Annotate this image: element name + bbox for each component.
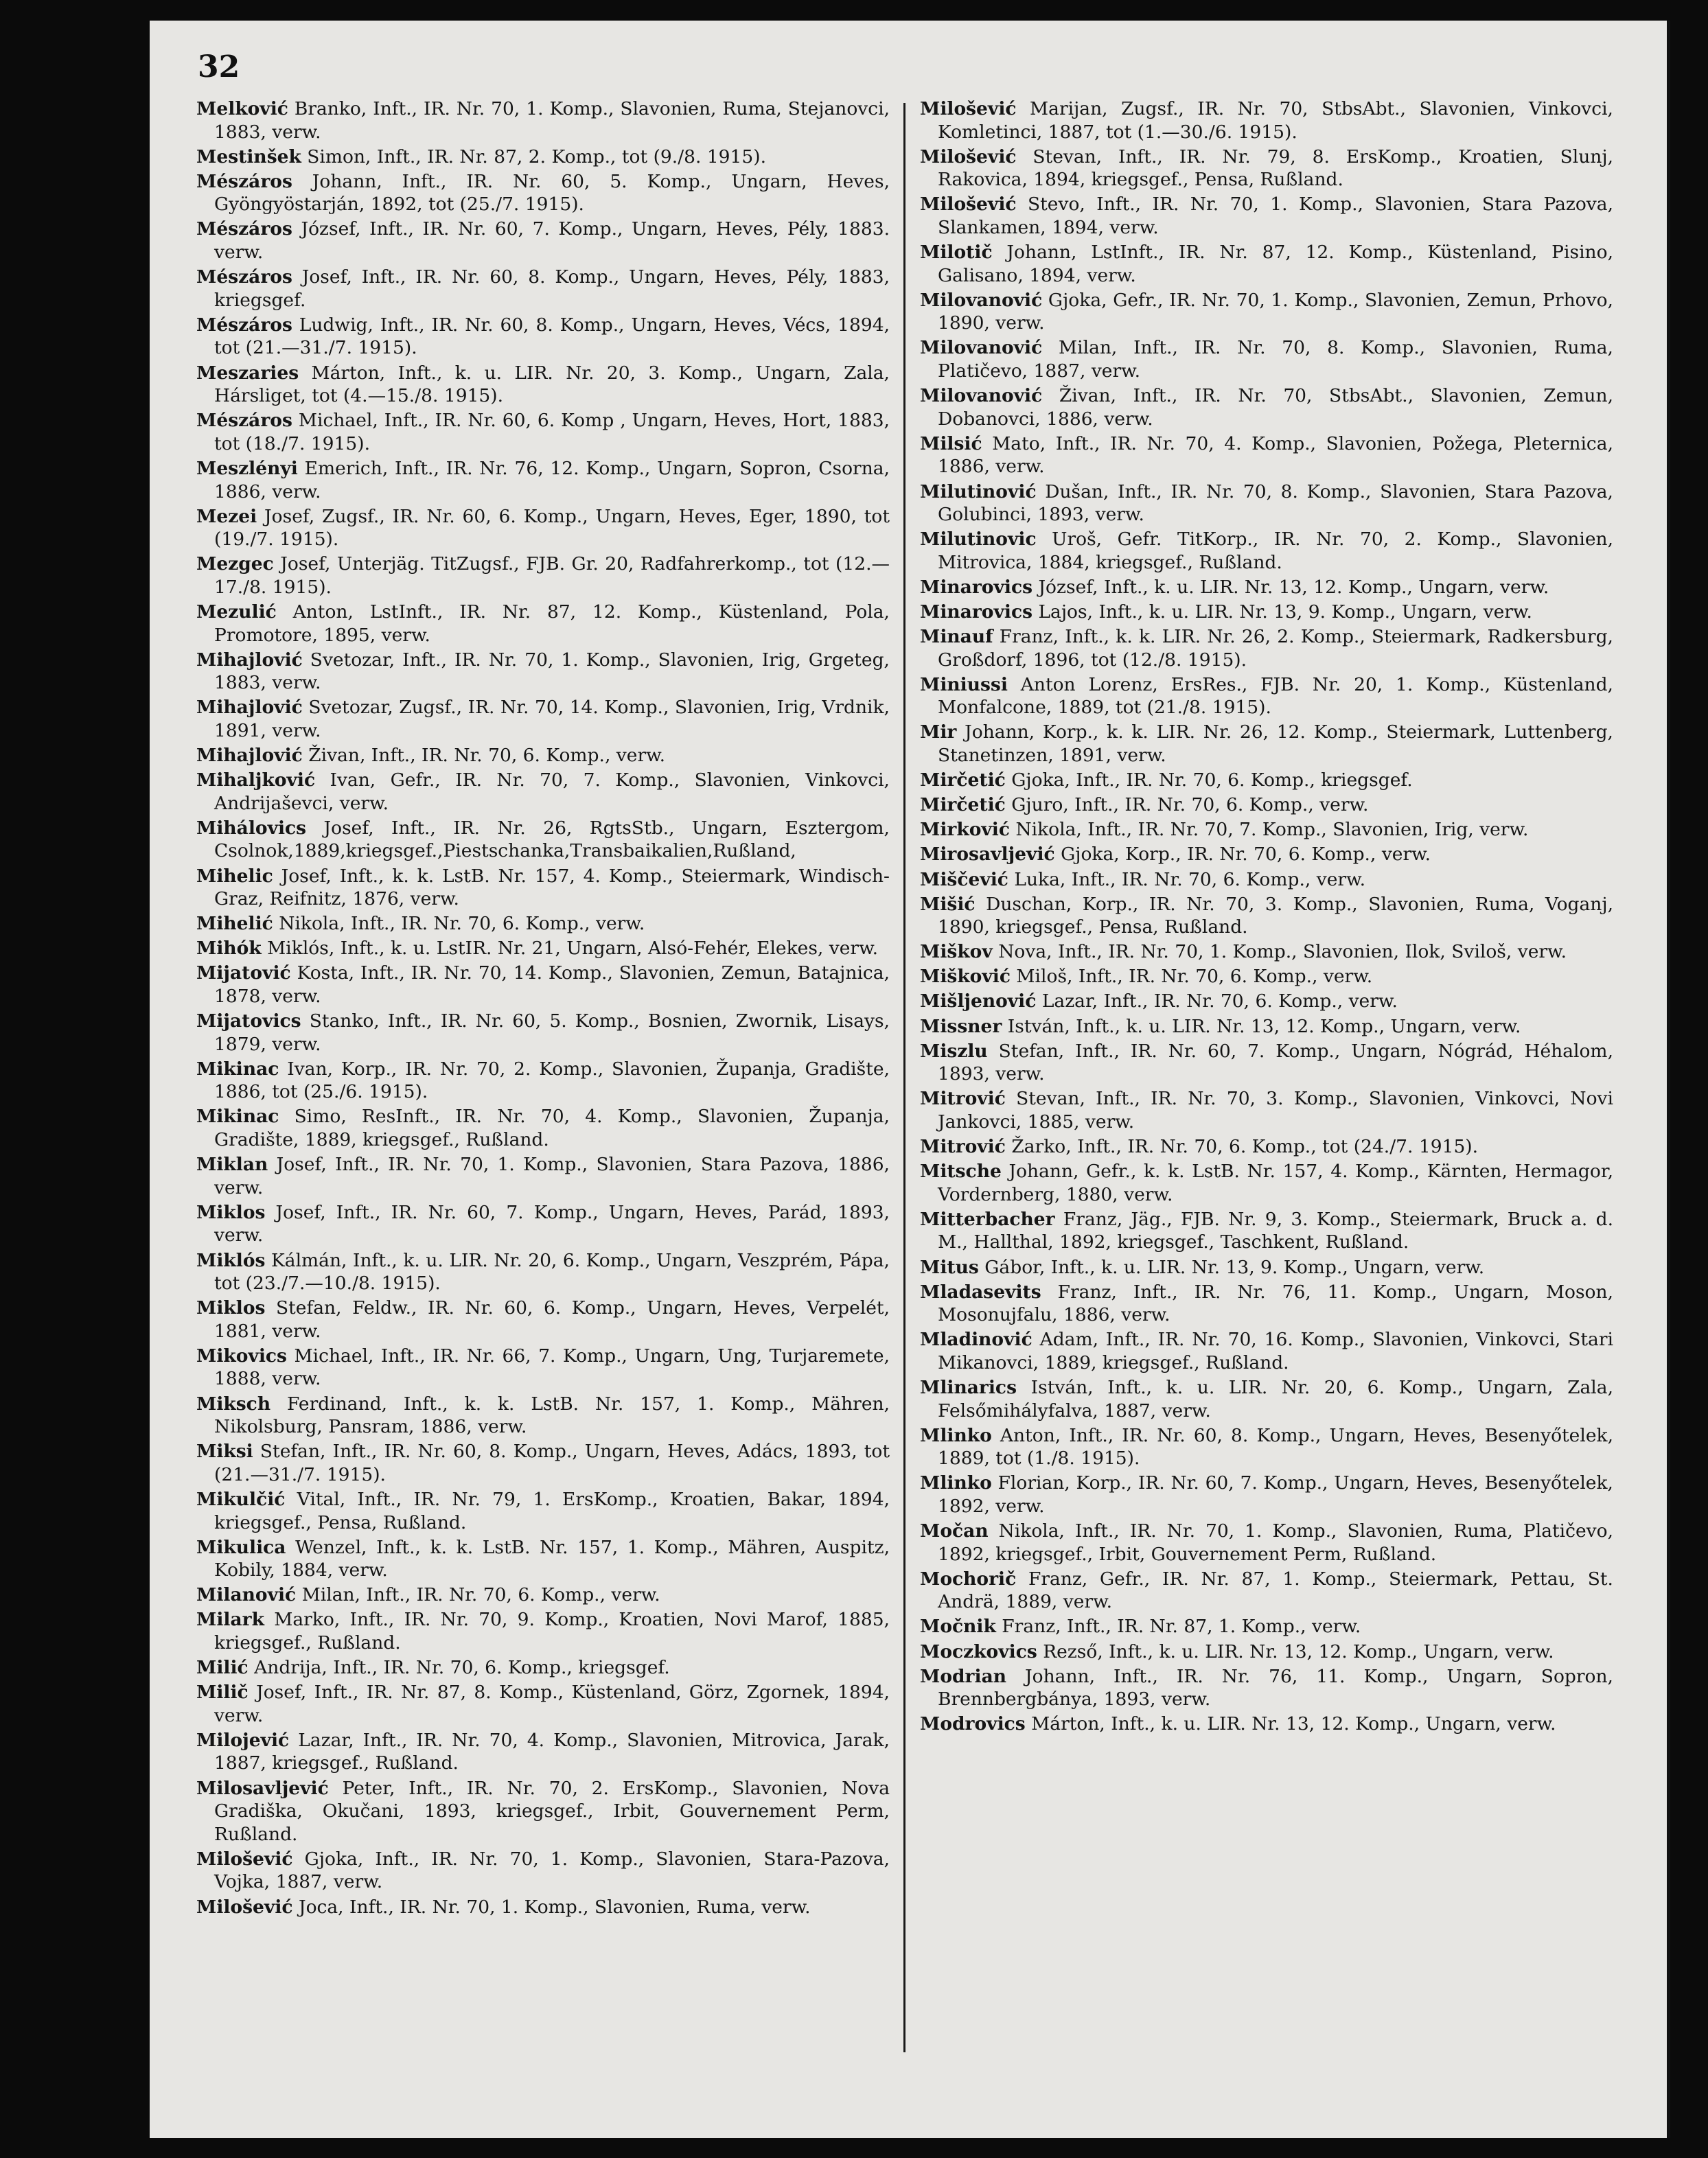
- entry-details: Franz, Inft., IR. Nr. 87, 1. Komp., verw.: [1002, 1616, 1361, 1638]
- entry-details: István, Inft., k. u. LIR. Nr. 13, 12. Komp., Ungarn, verw.: [1007, 1015, 1521, 1037]
- entry-surname: Mihálovics: [196, 817, 307, 839]
- list-item: [196, 505, 890, 551]
- list-item: [196, 937, 890, 960]
- entry-surname: Milič: [196, 1682, 249, 1704]
- list-item: [196, 457, 890, 503]
- list-item: [196, 817, 890, 863]
- list-item: [920, 241, 1613, 287]
- list-item: [196, 1848, 890, 1894]
- entry-details: Nikola, Inft., IR. Nr. 70, 6. Komp., verw.: [279, 913, 645, 935]
- list-item: [920, 990, 1613, 1013]
- entry-details: Johann, Gefr., k. k. LstB. Nr. 157, 4. Komp., Kärnten, Hermagor, Vordernberg, 1880, verw.: [938, 1161, 1613, 1205]
- entry-surname: Milošević: [196, 1848, 293, 1870]
- list-item: [196, 1058, 890, 1104]
- left-column: [196, 97, 890, 1921]
- entry-surname: Miklos: [196, 1201, 266, 1223]
- entry-surname: Mitus: [920, 1256, 979, 1278]
- list-item: [920, 1135, 1613, 1159]
- list-item: [196, 97, 890, 143]
- entry-surname: Mirković: [920, 819, 1010, 841]
- entry-surname: Miščević: [920, 868, 1008, 890]
- entry-details: Simon, Inft., IR. Nr. 87, 2. Komp., tot (9./8. 1915).: [307, 146, 767, 167]
- entry-surname: Milovanović: [920, 385, 1043, 407]
- list-item: [196, 170, 890, 216]
- list-item: [920, 893, 1613, 939]
- entry-surname: Milošević: [196, 1896, 293, 1918]
- list-item: [196, 1440, 890, 1486]
- entry-surname: Mészáros: [196, 314, 292, 336]
- entry-details: Ivan, Korp., IR. Nr. 70, 2. Komp., Slavonien, Županja, Gradište, 1886, tot (25./6. 1915).: [214, 1058, 890, 1103]
- entry-details: Josef, Zugsf., IR. Nr. 60, 6. Komp., Ungarn, Heves, Eger, 1890, tot (19./7. 1915).: [214, 505, 890, 550]
- list-item: [196, 1488, 890, 1534]
- entry-surname: Mezgec: [196, 553, 274, 575]
- entry-surname: Mitterbacher: [920, 1208, 1055, 1230]
- list-item: [196, 912, 890, 936]
- entry-details: Josef, Inft., IR. Nr. 60, 8. Komp., Ungarn, Heves, Pély, 1883, kriegsgef.: [214, 266, 890, 311]
- entry-surname: Milovanović: [920, 337, 1043, 359]
- entry-details: József, Inft., IR. Nr. 60, 7. Komp., Ungarn, Heves, Pély, 1883. verw.: [214, 218, 890, 264]
- entry-details: Stefan, Inft., IR. Nr. 60, 8. Komp., Ungarn, Heves, Adács, 1893, tot (21.—31./7. 1915).: [214, 1441, 890, 1485]
- entry-details: Gjoka, Inft., IR. Nr. 70, 1. Komp., Slavonien, Stara-Pazova, Vojka, 1887, verw.: [214, 1848, 890, 1893]
- entry-details: Josef, Inft., IR. Nr. 60, 7. Komp., Ungarn, Heves, Parád, 1893, verw.: [214, 1201, 890, 1246]
- entry-surname: Mihaljković: [196, 769, 316, 791]
- entry-surname: Milanović: [196, 1584, 297, 1606]
- list-item: [920, 1040, 1613, 1086]
- list-item: [196, 649, 890, 695]
- entry-surname: Mikulčić: [196, 1488, 286, 1510]
- entry-surname: Miksch: [196, 1393, 271, 1415]
- entry-details: Josef, Unterjäg. TitZugsf., FJB. Gr. 20, Radfahrerkomp., tot (12.—17./8. 1915).: [214, 553, 890, 598]
- entry-surname: Missner: [920, 1015, 1002, 1037]
- entry-surname: Miszlu: [920, 1040, 988, 1062]
- entry-details: Peter, Inft., IR. Nr. 70, 2. ErsKomp., Slavonien, Nova Gradiška, Okučani, 1893, kriegsgef., Irbit, Gouvernement Perm, Rußland.: [214, 1777, 890, 1845]
- entry-details: Marko, Inft., IR. Nr. 70, 9. Komp., Kroatien, Novi Marof, 1885, kriegsgef., Rußland.: [214, 1609, 890, 1654]
- entry-details: Stevan, Inft., IR. Nr. 79, 8. ErsKomp., Kroatien, Slunj, Rakovica, 1894, kriegsgef., Pensa, Rußland.: [938, 146, 1613, 191]
- list-item: [196, 1777, 890, 1846]
- entry-surname: Mezulić: [196, 601, 277, 623]
- entry-details: Gjoka, Gefr., IR. Nr. 70, 1. Komp., Slavonien, Zemun, Prhovo, 1890, verw.: [938, 289, 1613, 334]
- right-column: [920, 97, 1613, 1737]
- list-item: [920, 868, 1613, 892]
- list-item: [920, 1256, 1613, 1279]
- entry-surname: Mirčetić: [920, 769, 1006, 791]
- entry-surname: Milošević: [920, 146, 1017, 167]
- entry-details: Ludwig, Inft., IR. Nr. 60, 8. Komp., Ungarn, Heves, Vécs, 1894, tot (21.—31./7. 1915).: [214, 314, 890, 359]
- entry-surname: Mihajlović: [196, 649, 303, 671]
- list-item: [920, 193, 1613, 239]
- list-item: [196, 1249, 890, 1295]
- entry-details: Svetozar, Inft., IR. Nr. 70, 1. Komp., Slavonien, Irig, Grgeteg, 1883, verw.: [214, 649, 890, 694]
- list-item: [196, 1105, 890, 1151]
- entry-details: Lajos, Inft., k. u. LIR. Nr. 13, 9. Komp., Ungarn, verw.: [1038, 601, 1532, 623]
- list-item: [920, 601, 1613, 624]
- entry-surname: Mijatovics: [196, 1010, 301, 1032]
- entry-surname: Milić: [196, 1657, 249, 1679]
- list-item: [920, 673, 1613, 719]
- entry-details: Adam, Inft., IR. Nr. 70, 16. Komp., Slavonien, Vinkovci, Stari Mikanovci, 1889, kriegsgef., Rußland.: [938, 1329, 1613, 1373]
- list-item: [196, 1729, 890, 1775]
- entry-details: Mato, Inft., IR. Nr. 70, 4. Komp., Slavonien, Požega, Pleternica, 1886, verw.: [938, 432, 1613, 478]
- list-item: [920, 1568, 1613, 1614]
- entry-details: Josef, Inft., IR. Nr. 87, 8. Komp., Küstenland, Görz, Zgornek, 1894, verw.: [214, 1682, 890, 1726]
- list-item: [196, 553, 890, 599]
- entry-surname: Meszlényi: [196, 457, 298, 479]
- list-item: [196, 409, 890, 455]
- entry-details: Rezső, Inft., k. u. LIR. Nr. 13, 12. Komp., Ungarn, verw.: [1043, 1640, 1554, 1662]
- entry-details: Anton, LstInft., IR. Nr. 87, 12. Komp., Küstenland, Pola, Promotore, 1895, verw.: [214, 601, 890, 646]
- entry-surname: Milosavljević: [196, 1777, 329, 1799]
- list-item: [920, 793, 1613, 817]
- list-item: [920, 336, 1613, 382]
- entry-surname: Mezei: [196, 505, 257, 527]
- list-item: [920, 1424, 1613, 1470]
- entry-details: Josef, Inft., IR. Nr. 26, RgtsStb., Ungarn, Esztergom, Csolnok,1889,kriegsgef.,Piestschanka,Transbaikalien,Rußland,: [214, 817, 890, 862]
- entry-surname: Milojević: [196, 1729, 290, 1751]
- entry-surname: Mikinac: [196, 1106, 279, 1128]
- list-item: [920, 1281, 1613, 1327]
- list-item: [196, 962, 890, 1008]
- entry-details: Simo, ResInft., IR. Nr. 70, 4. Komp., Slavonien, Županja, Gradište, 1889, kriegsgef., Rußland.: [214, 1106, 890, 1151]
- page-edge-border: [1667, 21, 1670, 2138]
- entry-details: Andrija, Inft., IR. Nr. 70, 6. Komp., kriegsgef.: [254, 1657, 670, 1679]
- column-divider: [903, 103, 905, 2052]
- list-item: [196, 1583, 890, 1607]
- entry-surname: Miklos: [196, 1297, 266, 1319]
- entry-surname: Mészáros: [196, 410, 292, 432]
- page-number: 32: [198, 49, 240, 84]
- list-item: [920, 480, 1613, 526]
- entry-details: Emerich, Inft., IR. Nr. 76, 12. Komp., Ungarn, Sopron, Csorna, 1886, verw.: [214, 457, 890, 502]
- entry-surname: Mihajlović: [196, 697, 303, 719]
- entry-details: Ferdinand, Inft., k. k. LstB. Nr. 157, 1. Komp., Mähren, Nikolsburg, Pansram, 1886, verw.: [214, 1393, 890, 1438]
- list-item: [920, 146, 1613, 192]
- entry-surname: Mijatović: [196, 962, 291, 984]
- entry-details: Josef, Inft., IR. Nr. 70, 1. Komp., Slavonien, Stara Pazova, 1886, verw.: [214, 1154, 890, 1198]
- entry-surname: Milošević: [920, 98, 1017, 119]
- entry-details: Joca, Inft., IR. Nr. 70, 1. Komp., Slavonien, Ruma, verw.: [298, 1896, 811, 1918]
- entry-surname: Mladasevits: [920, 1281, 1041, 1303]
- entry-details: Johann, LstInft., IR. Nr. 87, 12. Komp., Küstenland, Pisino, Galisano, 1894, verw.: [938, 242, 1613, 286]
- entry-surname: Moczkovics: [920, 1640, 1037, 1662]
- entry-details: Stefan, Inft., IR. Nr. 60, 7. Komp., Ungarn, Nógrád, Héhalom, 1893, verw.: [938, 1040, 1613, 1085]
- entry-surname: Mitsche: [920, 1161, 1002, 1183]
- entry-details: Kálmán, Inft., k. u. LIR. Nr. 20, 6. Komp., Ungarn, Veszprém, Pápa, tot (23./7.—10./8. 1915).: [214, 1249, 890, 1295]
- entry-surname: Mestinšek: [196, 146, 301, 167]
- list-item: [196, 362, 890, 408]
- entry-surname: Mir: [920, 721, 957, 743]
- entry-details: Márton, Inft., k. u. LIR. Nr. 13, 12. Komp., Ungarn, verw.: [1031, 1713, 1556, 1735]
- entry-details: Marijan, Zugsf., IR. Nr. 70, StbsAbt., Slavonien, Vinkovci, Komletinci, 1887, tot (1.—30./6. 1915).: [938, 98, 1613, 143]
- entry-surname: Mihók: [196, 938, 262, 960]
- entry-surname: Mikinac: [196, 1058, 279, 1080]
- entry-details: Kosta, Inft., IR. Nr. 70, 14. Komp., Slavonien, Zemun, Batajnica, 1878, verw.: [214, 962, 890, 1007]
- entry-surname: Mišković: [920, 966, 1011, 988]
- entry-surname: Minarovics: [920, 576, 1032, 598]
- list-item: [196, 1201, 890, 1247]
- entry-surname: Milotič: [920, 242, 993, 264]
- list-item: [920, 1087, 1613, 1133]
- list-item: [196, 266, 890, 312]
- entry-surname: Mlinko: [920, 1424, 992, 1446]
- list-item: [920, 1376, 1613, 1422]
- entry-details: Nikola, Inft., IR. Nr. 70, 7. Komp., Slavonien, Irig, verw.: [1015, 819, 1529, 841]
- entry-surname: Mihelic: [196, 865, 273, 887]
- entry-surname: Miškov: [920, 941, 993, 963]
- entry-surname: Milark: [196, 1609, 264, 1631]
- list-item: [196, 865, 890, 911]
- entry-details: Svetozar, Zugsf., IR. Nr. 70, 14. Komp., Slavonien, Irig, Vrdnik, 1891, verw.: [214, 697, 890, 741]
- entry-details: Florian, Korp., IR. Nr. 60, 7. Komp., Ungarn, Heves, Besenyőtelek, 1892, verw.: [938, 1472, 1613, 1517]
- entry-details: Franz, Jäg., FJB. Nr. 9, 3. Komp., Steiermark, Bruck a. d. M., Hallthal, 1892, kriegsgef., Taschkent, Rußland.: [938, 1208, 1613, 1253]
- list-item: [196, 1896, 890, 1919]
- entry-details: Wenzel, Inft., k. k. LstB. Nr. 157, 1. Komp., Mähren, Auspitz, Kobily, 1884, verw.: [214, 1536, 890, 1581]
- list-item: [196, 601, 890, 647]
- entry-details: Gábor, Inft., k. u. LIR. Nr. 13, 9. Komp., Ungarn, verw.: [984, 1256, 1485, 1278]
- list-item: [920, 384, 1613, 430]
- entry-details: Franz, Gefr., IR. Nr. 87, 1. Komp., Steiermark, Pettau, St. Andrä, 1889, verw.: [938, 1568, 1613, 1613]
- document-page: [150, 21, 1670, 2138]
- entry-surname: Miniussi: [920, 673, 1008, 695]
- entry-details: Johann, Inft., IR. Nr. 60, 5. Komp., Ungarn, Heves, Gyöngyöstarján, 1892, tot (25./7. 1915).: [214, 170, 890, 216]
- entry-details: Anton, Inft., IR. Nr. 60, 8. Komp., Ungarn, Heves, Besenyőtelek, 1889, tot (1./8. 1915).: [938, 1424, 1613, 1470]
- entry-details: Franz, Inft., k. k. LIR. Nr. 26, 2. Komp., Steiermark, Radkersburg, Großdorf, 1896, tot (12./8. 1915).: [938, 626, 1613, 671]
- entry-surname: Mészáros: [196, 170, 292, 192]
- entry-surname: Mišić: [920, 893, 976, 915]
- entry-surname: Mikovics: [196, 1345, 287, 1367]
- entry-details: Stanko, Inft., IR. Nr. 60, 5. Komp., Bosnien, Zwornik, Lisays, 1879, verw.: [214, 1010, 890, 1055]
- entry-surname: Mochorič: [920, 1568, 1017, 1590]
- entry-surname: Minauf: [920, 626, 993, 648]
- list-item: [920, 940, 1613, 964]
- entry-surname: Mišljenović: [920, 990, 1037, 1012]
- entry-details: Franz, Inft., IR. Nr. 76, 11. Komp., Ungarn, Moson, Mosonujfalu, 1886, verw.: [938, 1281, 1613, 1326]
- entry-details: Luka, Inft., IR. Nr. 70, 6. Komp., verw.: [1014, 868, 1366, 890]
- list-item: [920, 1328, 1613, 1374]
- entry-surname: Modrian: [920, 1665, 1007, 1687]
- list-item: [920, 843, 1613, 866]
- entry-details: Živan, Inft., IR. Nr. 70, 6. Komp., verw.: [308, 745, 666, 767]
- list-item: [920, 528, 1613, 574]
- entry-surname: Mihelić: [196, 913, 273, 935]
- entry-details: Gjoka, Inft., IR. Nr. 70, 6. Komp., kriegsgef.: [1011, 769, 1413, 791]
- list-item: [196, 146, 890, 169]
- list-item: [196, 1297, 890, 1343]
- entry-details: István, Inft., k. u. LIR. Nr. 20, 6. Komp., Ungarn, Zala, Felsőmihályfalva, 1887, verw.: [938, 1376, 1613, 1422]
- entry-details: Lazar, Inft., IR. Nr. 70, 6. Komp., verw.: [1041, 990, 1398, 1012]
- entry-details: Nova, Inft., IR. Nr. 70, 1. Komp., Slavonien, Ilok, Sviloš, verw.: [998, 941, 1567, 963]
- list-item: [920, 1015, 1613, 1039]
- entry-details: Žarko, Inft., IR. Nr. 70, 6. Komp., tot (24./7. 1915).: [1011, 1136, 1479, 1158]
- entry-details: Gjoka, Korp., IR. Nr. 70, 6. Komp., verw.: [1061, 844, 1431, 866]
- entry-details: Stevan, Inft., IR. Nr. 70, 3. Komp., Slavonien, Vinkovci, Novi Jankovci, 1885, verw.: [938, 1088, 1613, 1133]
- list-item: [196, 1010, 890, 1056]
- list-item: [920, 97, 1613, 143]
- entry-details: Miklós, Inft., k. u. LstIR. Nr. 21, Ungarn, Alsó-Fehér, Elekes, verw.: [267, 938, 879, 960]
- list-item: [920, 1665, 1613, 1711]
- entry-surname: Mihajlović: [196, 745, 303, 767]
- entry-details: Stevo, Inft., IR. Nr. 70, 1. Komp., Slavonien, Stara Pazova, Slankamen, 1894, verw.: [938, 194, 1613, 238]
- entry-details: Michael, Inft., IR. Nr. 66, 7. Komp., Ungarn, Ung, Turjaremete, 1888, verw.: [214, 1345, 890, 1390]
- entry-details: Michael, Inft., IR. Nr. 60, 6. Komp , Ungarn, Heves, Hort, 1883, tot (18./7. 1915).: [214, 410, 890, 454]
- entry-details: Ivan, Gefr., IR. Nr. 70, 7. Komp., Slavonien, Vinkovci, Andrijaševci, verw.: [214, 769, 890, 814]
- entry-details: Johann, Inft., IR. Nr. 76, 11. Komp., Ungarn, Sopron, Brennbergbánya, 1893, verw.: [938, 1665, 1613, 1710]
- entry-surname: Miklan: [196, 1154, 268, 1176]
- entry-details: Johann, Korp., k. k. LIR. Nr. 26, 12. Komp., Steiermark, Luttenberg, Stanetinzen, 1891, verw.: [938, 721, 1613, 767]
- entry-details: Nikola, Inft., IR. Nr. 70, 1. Komp., Slavonien, Ruma, Platičevo, 1892, kriegsgef., Irbit, Gouvernement Perm, Rußland.: [938, 1520, 1613, 1565]
- entry-surname: Milsić: [920, 432, 982, 454]
- list-item: [196, 1536, 890, 1582]
- entry-surname: Mladinović: [920, 1329, 1032, 1351]
- entry-surname: Močnik: [920, 1616, 996, 1638]
- list-item: [920, 769, 1613, 792]
- entry-surname: Miklós: [196, 1249, 266, 1271]
- list-item: [920, 625, 1613, 671]
- list-item: [196, 769, 890, 815]
- list-item: [196, 1656, 890, 1680]
- list-item: [196, 314, 890, 360]
- entry-surname: Mirosavljević: [920, 844, 1055, 866]
- entry-surname: Mitrović: [920, 1136, 1006, 1158]
- list-item: [920, 1160, 1613, 1206]
- list-item: [196, 1681, 890, 1727]
- list-item: [196, 1153, 890, 1199]
- list-item: [920, 1713, 1613, 1736]
- entry-surname: Mlinko: [920, 1472, 992, 1494]
- entry-surname: Mirčetić: [920, 794, 1006, 816]
- entry-surname: Milovanović: [920, 289, 1043, 311]
- entry-details: Josef, Inft., k. k. LstB. Nr. 157, 4. Komp., Steiermark, Windisch-Graz, Reifnitz, 1876, verw.: [214, 865, 890, 910]
- entry-surname: Mészáros: [196, 218, 292, 240]
- list-item: [920, 721, 1613, 767]
- list-item: [920, 576, 1613, 599]
- entry-details: Miloš, Inft., IR. Nr. 70, 6. Komp., verw.: [1016, 966, 1373, 988]
- list-item: [920, 1472, 1613, 1518]
- entry-details: Anton Lorenz, ErsRes., FJB. Nr. 20, 1. Komp., Küstenland, Monfalcone, 1889, tot (21./8. 1915).: [938, 673, 1613, 719]
- list-item: [920, 1615, 1613, 1638]
- list-item: [920, 1520, 1613, 1566]
- entry-surname: Mlinarics: [920, 1376, 1017, 1398]
- entry-details: Vital, Inft., IR. Nr. 79, 1. ErsKomp., Kroatien, Bakar, 1894, kriegsgef., Pensa, Rußland.: [214, 1488, 890, 1533]
- entry-surname: Mészáros: [196, 266, 292, 288]
- entry-details: Živan, Inft., IR. Nr. 70, StbsAbt., Slavonien, Zemun, Dobanovci, 1886, verw.: [938, 385, 1613, 430]
- list-item: [196, 218, 890, 264]
- entry-surname: Minarovics: [920, 601, 1032, 623]
- entry-surname: Melković: [196, 98, 288, 119]
- entry-surname: Meszaries: [196, 362, 299, 384]
- entry-surname: Modrovics: [920, 1713, 1026, 1735]
- list-item: [920, 965, 1613, 988]
- entry-details: József, Inft., k. u. LIR. Nr. 13, 12. Komp., Ungarn, verw.: [1038, 576, 1549, 598]
- entry-details: Uroš, Gefr. TitKorp., IR. Nr. 70, 2. Komp., Slavonien, Mitrovica, 1884, kriegsgef., Rußland.: [938, 529, 1613, 573]
- list-item: [196, 1345, 890, 1391]
- list-item: [196, 1393, 890, 1439]
- entry-details: Stefan, Feldw., IR. Nr. 60, 6. Komp., Ungarn, Heves, Verpelét, 1881, verw.: [214, 1297, 890, 1342]
- list-item: [920, 289, 1613, 335]
- list-item: [196, 1608, 890, 1654]
- entry-surname: Miksi: [196, 1441, 253, 1463]
- list-item: [196, 696, 890, 742]
- entry-details: Branko, Inft., IR. Nr. 70, 1. Komp., Slavonien, Ruma, Stejanovci, 1883, verw.: [214, 98, 890, 143]
- entry-details: Lazar, Inft., IR. Nr. 70, 4. Komp., Slavonien, Mitrovica, Jarak, 1887, kriegsgef., Rußland.: [214, 1729, 890, 1774]
- entry-surname: Milutinovic: [920, 529, 1037, 550]
- entry-details: Milan, Inft., IR. Nr. 70, 8. Komp., Slavonien, Ruma, Platičevo, 1887, verw.: [938, 337, 1613, 382]
- entry-details: Gjuro, Inft., IR. Nr. 70, 6. Komp., verw.: [1011, 794, 1369, 816]
- entry-surname: Mikulica: [196, 1536, 286, 1558]
- entry-details: Dušan, Inft., IR. Nr. 70, 8. Komp., Slavonien, Stara Pazova, Golubinci, 1893, verw.: [938, 480, 1613, 526]
- entry-details: Milan, Inft., IR. Nr. 70, 6. Komp., verw.: [301, 1584, 660, 1606]
- entry-details: Duschan, Korp., IR. Nr. 70, 3. Komp., Slavonien, Ruma, Voganj, 1890, kriegsgef., Pensa, Rußland.: [938, 893, 1613, 938]
- list-item: [920, 1640, 1613, 1664]
- entry-surname: Mitrović: [920, 1088, 1006, 1110]
- entry-surname: Milošević: [920, 194, 1017, 216]
- entry-surname: Milutinović: [920, 480, 1037, 502]
- entry-surname: Močan: [920, 1520, 989, 1542]
- list-item: [920, 432, 1613, 478]
- entry-details: Márton, Inft., k. u. LIR. Nr. 20, 3. Komp., Ungarn, Zala, Hársliget, tot (4.—15./8. 1915).: [214, 362, 890, 407]
- list-item: [920, 1208, 1613, 1254]
- list-item: [920, 818, 1613, 842]
- list-item: [196, 744, 890, 767]
